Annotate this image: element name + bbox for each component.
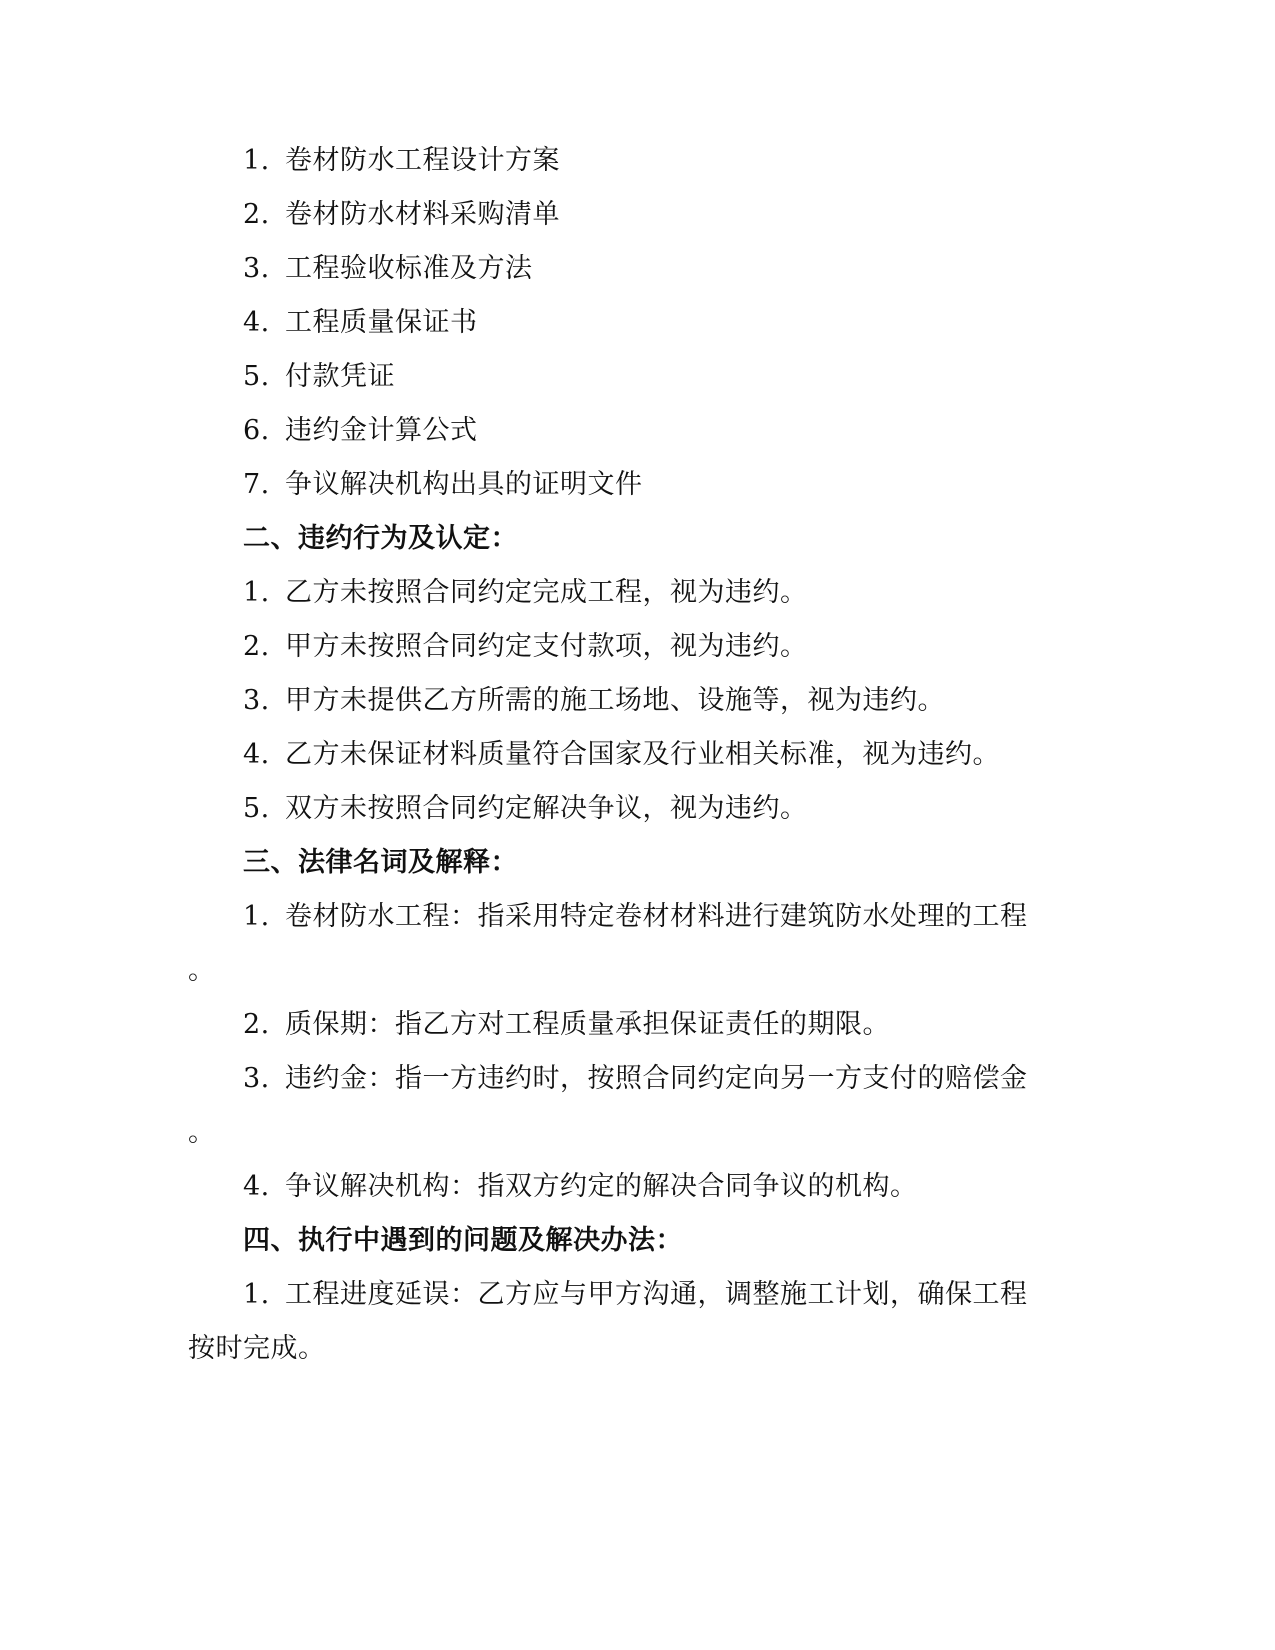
item-text: 争议解决机构：指双方约定的解决合同争议的机构。 [285,1171,918,1202]
term-item-2 [243,1007,890,1043]
item-number: 1. [243,145,270,176]
attachment-item-6 [243,413,478,449]
item-number: 6. [243,415,270,446]
term-item-1 [243,899,1028,935]
attachment-item-7 [243,467,643,503]
item-text: 违约金计算公式 [285,415,478,446]
item-text: 乙方未按照合同约定完成工程，视为违约。 [285,577,808,608]
section-heading-issues: 四、执行中遇到的问题及解决办法： [243,1225,683,1256]
item-text: 甲方未按照合同约定支付款项，视为违约。 [285,631,808,662]
section-heading-terms: 三、法律名词及解释： [243,847,518,878]
attachment-item-2 [243,197,560,233]
item-number: 3. [243,253,270,284]
item-text: 双方未按照合同约定解决争议，视为违约。 [285,793,808,824]
item-text: 卷材防水材料采购清单 [285,199,560,230]
attachment-item-1 [243,143,560,179]
item-number: 5. [243,793,270,824]
item-text: 质保期：指乙方对工程质量承担保证责任的期限。 [285,1009,890,1040]
item-text: 工程质量保证书 [285,307,478,338]
item-number: 2. [243,199,270,230]
item-number: 3. [243,1063,270,1094]
item-text: 卷材防水工程：指采用特定卷材材料进行建筑防水处理的工程 [285,901,1028,932]
item-number: 2. [243,631,270,662]
item-number: 1. [243,577,270,608]
attachment-item-4 [243,305,478,341]
attachment-item-5 [243,359,395,395]
item-number: 4. [243,307,270,338]
term-item-3-continuation: 。 [188,1117,216,1148]
section-heading-breach: 二、违约行为及认定： [243,523,518,554]
item-number: 5. [243,361,270,392]
term-item-1-continuation: 。 [188,955,216,986]
item-text: 付款凭证 [285,361,395,392]
item-text: 工程进度延误：乙方应与甲方沟通，调整施工计划，确保工程 [285,1279,1028,1310]
attachment-item-3 [243,251,533,287]
term-item-3 [243,1061,1028,1097]
breach-item-3 [243,683,945,719]
breach-item-4 [243,737,1000,773]
breach-item-1 [243,575,808,611]
breach-item-2 [243,629,808,665]
item-number: 2. [243,1009,270,1040]
issue-item-1 [243,1277,1028,1313]
item-number: 7. [243,469,270,500]
item-text: 争议解决机构出具的证明文件 [285,469,643,500]
item-number: 4. [243,1171,270,1202]
issue-item-1-continuation: 按时完成。 [188,1333,326,1364]
item-text: 违约金：指一方违约时，按照合同约定向另一方支付的赔偿金 [285,1063,1028,1094]
item-text: 乙方未保证材料质量符合国家及行业相关标准，视为违约。 [285,739,1000,770]
item-number: 1. [243,901,270,932]
item-number: 1. [243,1279,270,1310]
breach-item-5 [243,791,808,827]
item-text: 卷材防水工程设计方案 [285,145,560,176]
item-text: 工程验收标准及方法 [285,253,533,284]
item-number: 4. [243,739,270,770]
term-item-4 [243,1169,918,1205]
item-number: 3. [243,685,270,716]
item-text: 甲方未提供乙方所需的施工场地、设施等，视为违约。 [285,685,945,716]
